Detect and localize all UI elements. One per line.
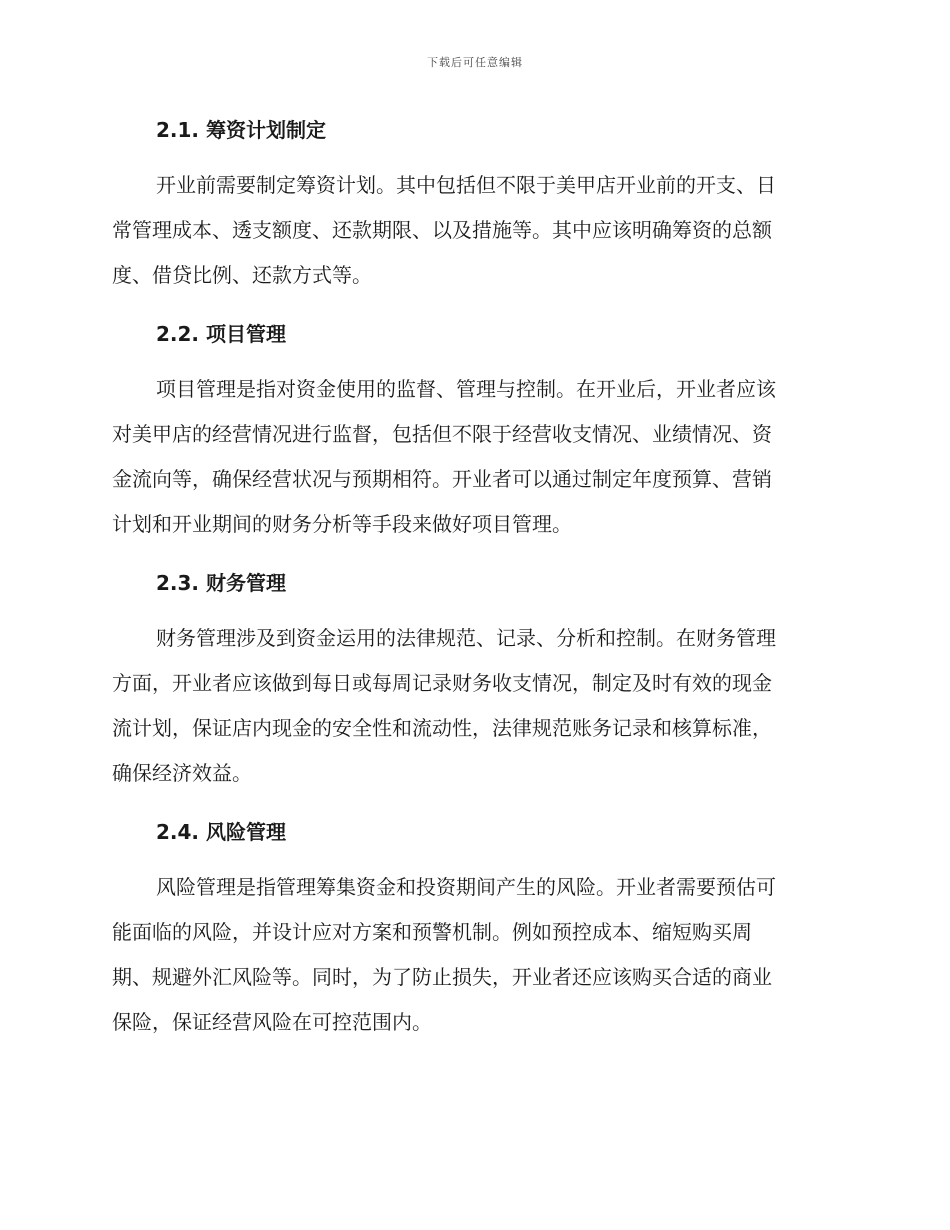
paragraph-line: 确保经济效益。 [112, 761, 252, 785]
paragraph-line: 流计划，保证店内现金的安全性和流动性，法律规范账务记录和核算标准， [112, 716, 772, 740]
paragraph-line: 风险管理是指管理筹集资金和投资期间产生的风险。开业者需要预估可 [156, 875, 776, 899]
paragraph-line: 保险，保证经营风险在可控范围内。 [112, 1010, 432, 1034]
paragraph-line: 对美甲店的经营情况进行监督，包括但不限于经营收支情况、业绩情况、资 [112, 422, 772, 446]
page-header-note: 下载后可任意编辑 [427, 56, 523, 69]
paragraph-line: 期、规避外汇风险等。同时，为了防止损失，开业者还应该购买合适的商业 [112, 965, 772, 989]
section-financing-plan [112, 117, 832, 298]
section-paragraph [112, 865, 832, 1045]
section-heading: 2.1. 筹资计划制定 [156, 118, 326, 142]
section-paragraph [112, 367, 832, 547]
section-heading: 2.2. 项目管理 [156, 322, 286, 346]
section-financial-management [112, 570, 832, 796]
section-paragraph [112, 163, 832, 298]
paragraph-line: 开业前需要制定筹资计划。其中包括但不限于美甲店开业前的开支、日 [156, 173, 776, 197]
paragraph-line: 金流向等，确保经营状况与预期相符。开业者可以通过制定年度预算、营销 [112, 467, 772, 491]
section-heading: 2.3. 财务管理 [156, 571, 286, 595]
paragraph-line: 项目管理是指对资金使用的监督、管理与控制。在开业后，开业者应该 [156, 377, 776, 401]
section-heading: 2.4. 风险管理 [156, 820, 286, 844]
paragraph-line: 计划和开业期间的财务分析等手段来做好项目管理。 [112, 512, 572, 536]
section-risk-management [112, 819, 832, 1045]
paragraph-line: 方面，开业者应该做到每日或每周记录财务收支情况，制定及时有效的现金 [112, 671, 772, 695]
paragraph-line: 常管理成本、透支额度、还款期限、以及措施等。其中应该明确筹资的总额 [112, 218, 772, 242]
paragraph-line: 财务管理涉及到资金运用的法律规范、记录、分析和控制。在财务管理 [156, 626, 776, 650]
section-project-management [112, 321, 832, 547]
section-paragraph [112, 616, 832, 796]
paragraph-line: 能面临的风险，并设计应对方案和预警机制。例如预控成本、缩短购买周 [112, 920, 752, 944]
paragraph-line: 度、借贷比例、还款方式等。 [112, 263, 372, 287]
